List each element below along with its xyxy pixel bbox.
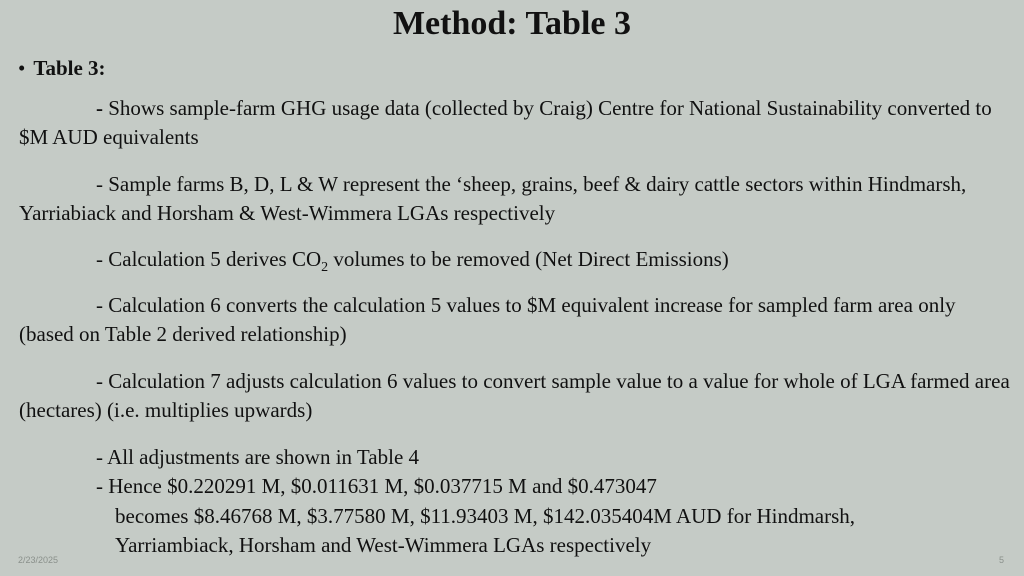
paragraph-4: - Calculation 6 converts the calculation 5 values to $M equivalent increase for sampled farm area only (based on Table 2 derived relationship) <box>19 293 956 346</box>
bullet-heading-text: Table 3: <box>33 56 106 80</box>
line-hence: - Hence $0.220291 M, $0.011631 M, $0.037715 M and $0.473047 <box>96 474 657 498</box>
paragraph-3 <box>19 245 1014 282</box>
slide-title: Method: Table 3 <box>392 5 632 42</box>
paragraph-3-before: - Calculation 5 derives CO <box>96 247 322 271</box>
line-becomes: becomes $8.46768 M, $3.77580 M, $11.93403 M, $142.035404M AUD for Hindmarsh, <box>115 504 856 528</box>
co2-subscript: 2 <box>321 260 329 276</box>
paragraph-5: - Calculation 7 adjusts calculation 6 values to convert sample value to a value for whole of LGA farmed area (hectares) (i.e. multiplies upwards) <box>19 369 1010 422</box>
paragraph-2: - Sample farms B, D, L & W represent the ‘sheep, grains, beef & dairy cattle sectors within Hindmarsh, Yarriabiack and Horsham & West-Wimmera LGAs respectively <box>19 172 967 225</box>
bullet-heading <box>18 55 106 81</box>
paragraph-1-text: Shows sample-farm GHG usage data (collected by Craig) Centre for National Sustainability converted to $M AUD equivalents <box>19 96 992 149</box>
footer-page-number: 5 <box>998 555 1004 565</box>
bullet-dot-icon: • <box>18 56 26 80</box>
paragraph-3-after: volumes to be removed (Net Direct Emissions) <box>328 247 729 271</box>
footer-date: 2/23/2025 <box>18 555 59 565</box>
paragraph-1 <box>19 94 1014 152</box>
paragraph-1-dash: - <box>96 96 103 120</box>
line-adjustments: - All adjustments are shown in Table 4 <box>96 445 420 469</box>
line-lgas: Yarriambiack, Horsham and West-Wimmera LGAs respectively <box>115 533 652 557</box>
